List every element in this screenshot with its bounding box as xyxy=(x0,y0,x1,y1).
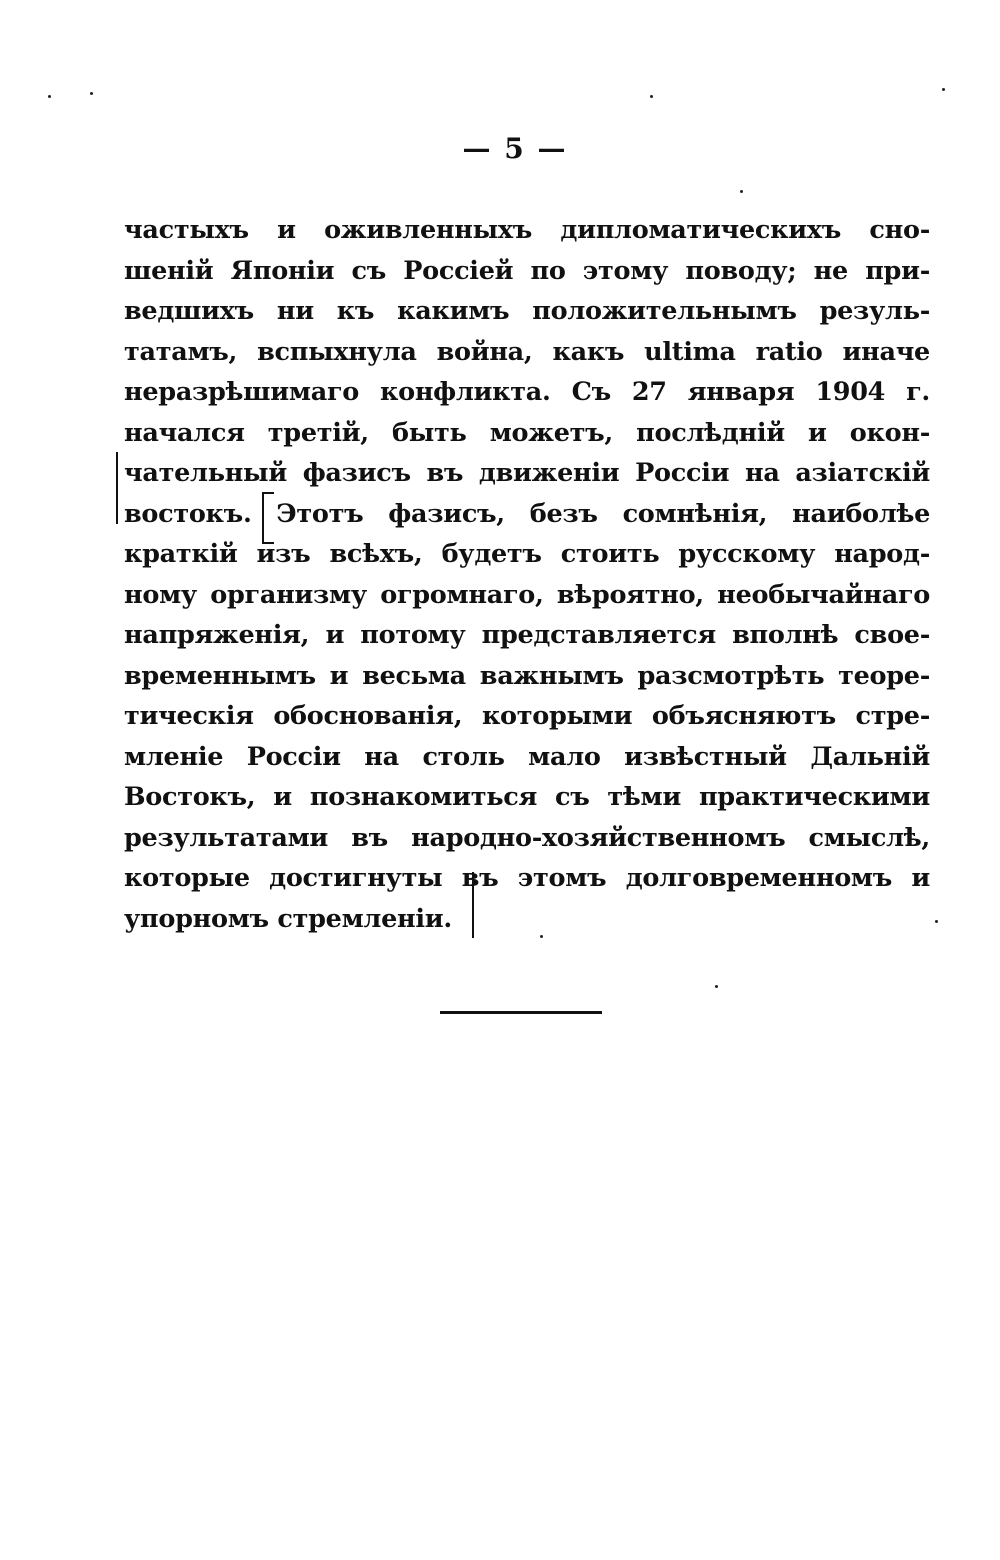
text-line: востокъ. Этотъ фазисъ, безъ сомнѣнія, наиболѣе xyxy=(124,498,930,529)
text-line: чательный фазисъ въ движеніи Россіи на азіатскій xyxy=(124,458,930,488)
text-line: шеній Японіи съ Россіей по этому поводу; не при- xyxy=(124,255,930,286)
text-line: неразрѣшимаго конфликта. Съ 27 января 1904 г. xyxy=(124,377,930,407)
text-line: ведшихъ ни къ какимъ положительнымъ резуль- xyxy=(124,296,930,326)
text-line: краткій изъ всѣхъ, будетъ стоить русскому народ- xyxy=(124,539,930,569)
text-line: частыхъ и оживленныхъ дипломатическихъ сно- xyxy=(124,215,930,245)
closing-bracket-mark xyxy=(462,872,474,938)
scan-speck xyxy=(942,88,945,91)
scan-speck xyxy=(650,95,653,98)
scan-speck xyxy=(935,920,938,923)
scan-speck xyxy=(48,95,51,98)
text-line: начался третій, быть можетъ, послѣдній и окон- xyxy=(124,417,930,448)
scan-speck xyxy=(740,190,743,193)
page-number: — 5 — xyxy=(462,132,568,165)
text-line: которые достигнуты въ этомъ долговременномъ и xyxy=(124,863,930,893)
text-line: тическія обоснованія, которыми объясняютъ стре- xyxy=(124,701,930,731)
opening-bracket-mark xyxy=(262,492,274,544)
text-line: ному организму огромнаго, вѣроятно, необычайнаго xyxy=(124,579,930,610)
end-rule xyxy=(440,1011,602,1014)
scan-speck xyxy=(715,985,718,988)
text-line: упорномъ стремленіи. xyxy=(124,903,452,934)
text-line: мленіе Россіи на столь мало извѣстный Дальній xyxy=(124,741,930,772)
margin-mark xyxy=(116,452,118,524)
text-line: результатами въ народно-хозяйственномъ смыслѣ, xyxy=(124,822,930,853)
scan-speck xyxy=(90,92,93,95)
text-line: напряженія, и потому представляется вполнѣ свое- xyxy=(124,620,930,650)
body-text xyxy=(124,210,930,939)
text-line: татамъ, вспыхнула война, какъ ultima ratio иначе xyxy=(124,336,930,367)
text-line: Востокъ, и познакомиться съ тѣми практическими xyxy=(124,782,930,812)
text-line: временнымъ и весьма важнымъ разсмотрѣть теоре- xyxy=(124,660,930,691)
scan-speck xyxy=(540,935,543,938)
